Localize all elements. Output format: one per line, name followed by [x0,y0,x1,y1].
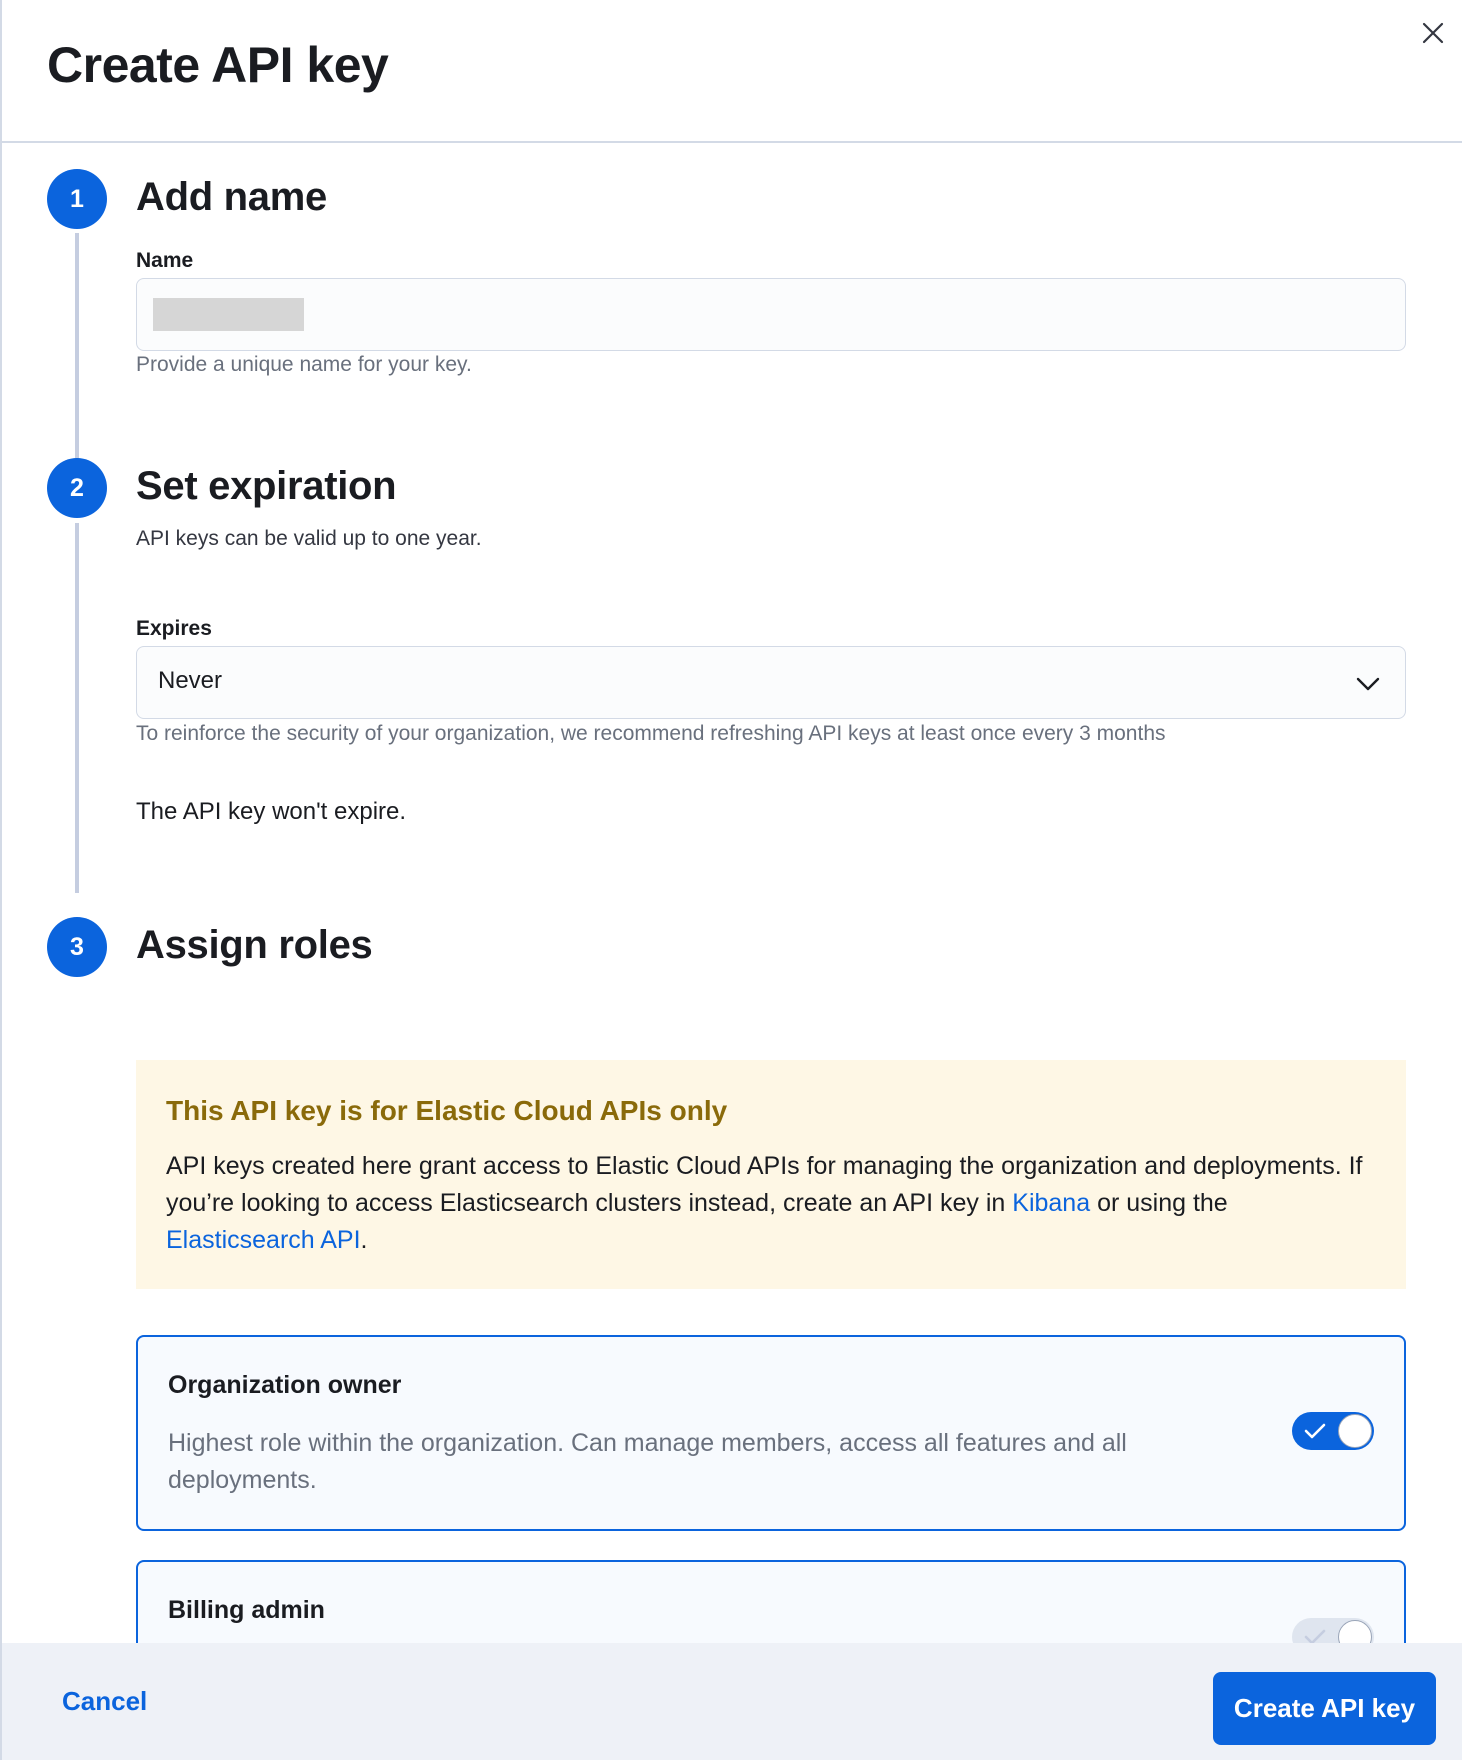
role-card-billing-admin[interactable] [136,1560,1406,1643]
expires-label: Expires [136,617,212,640]
redacted-name-value [153,298,304,331]
kibana-link[interactable]: Kibana [1012,1189,1091,1217]
chevron-down-icon [1353,669,1383,699]
cloud-api-callout [136,1060,1406,1289]
callout-text [166,1148,1366,1259]
billing-admin-toggle[interactable] [1292,1618,1374,1643]
toggle-knob [1338,1620,1372,1643]
close-button[interactable] [1416,16,1450,50]
check-icon [1304,1628,1326,1643]
check-icon [1304,1422,1326,1440]
role-card-organization-owner[interactable] [136,1335,1406,1531]
expiration-subtitle: API keys can be valid up to one year. [136,527,482,550]
flyout-footer [2,1643,1462,1760]
step-1-badge: 1 [47,169,107,229]
cancel-button[interactable]: Cancel [62,1686,148,1716]
role-description: Highest role within the organization. Can manage members, access all features and all deployments. [168,1429,1127,1494]
expiration-help-text: To reinforce the security of your organization, we recommend refreshing API keys at least once every 3 months [136,722,1166,745]
step-connector [75,233,79,463]
elasticsearch-api-link[interactable]: Elasticsearch API [166,1226,361,1254]
step-2-badge: 2 [47,458,107,518]
expires-select[interactable] [136,646,1406,719]
step-connector [75,523,79,893]
callout-text-part: API keys created here grant access to Elastic Cloud APIs for managing the organization and deployments. If you’re looking to access Elasticsearch clusters instead, create an API key in [166,1152,1363,1217]
toggle-knob [1338,1414,1372,1448]
step-2-title: Set expiration [136,464,397,508]
create-api-key-button[interactable]: Create API key [1213,1672,1436,1745]
step-1-title: Add name [136,175,327,219]
expiration-note: The API key won't expire. [136,798,407,825]
expires-selected-value: Never [158,667,223,694]
role-title: Organization owner [168,1371,402,1399]
name-help-text: Provide a unique name for your key. [136,353,472,376]
callout-text-part: or using the [1090,1189,1228,1217]
name-label: Name [136,249,194,272]
step-3-title: Assign roles [136,923,373,967]
name-input[interactable] [136,278,1406,351]
close-icon [1422,22,1444,44]
callout-title: This API key is for Elastic Cloud APIs only [166,1095,728,1126]
step-3-badge: 3 [47,917,107,977]
page-title: Create API key [47,37,389,93]
flyout-header [2,0,1462,143]
callout-text-part: . [360,1226,368,1254]
role-title: Billing admin [168,1596,325,1624]
organization-owner-toggle[interactable] [1292,1412,1374,1450]
flyout-body [2,145,1462,1643]
